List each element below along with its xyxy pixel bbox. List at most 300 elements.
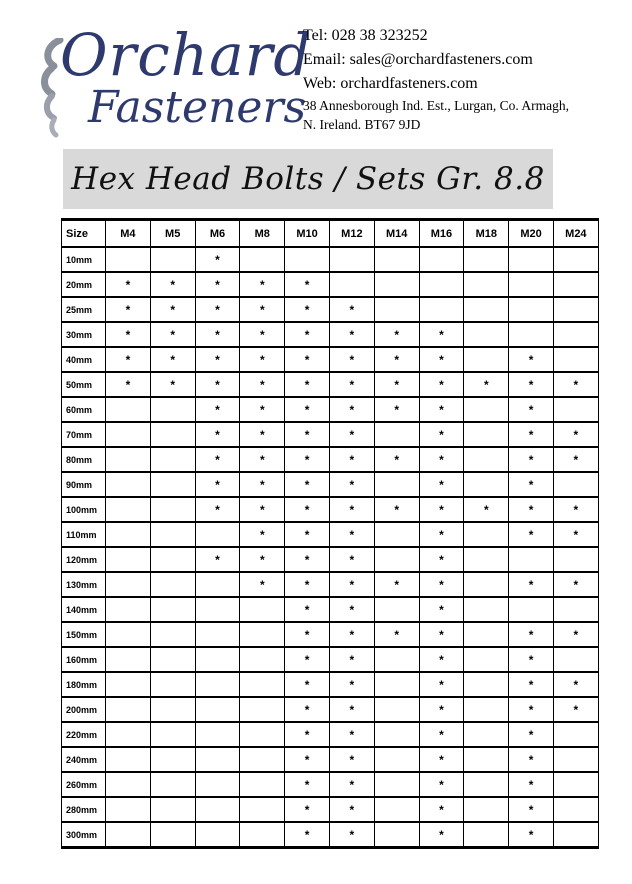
availability-cell: * — [553, 497, 598, 522]
size-cell: 30mm — [62, 322, 106, 347]
availability-cell: * — [509, 522, 554, 547]
availability-cell: * — [509, 572, 554, 597]
column-header: M24 — [553, 220, 598, 248]
size-cell: 10mm — [62, 247, 106, 272]
availability-cell: * — [509, 447, 554, 472]
availability-cell: * — [329, 447, 374, 472]
availability-cell: * — [553, 622, 598, 647]
availability-cell: * — [509, 697, 554, 722]
availability-cell — [374, 472, 419, 497]
availability-cell — [374, 822, 419, 848]
availability-cell — [106, 747, 151, 772]
availability-cell: * — [240, 272, 285, 297]
availability-cell — [240, 647, 285, 672]
availability-cell: * — [509, 347, 554, 372]
availability-cell: * — [509, 472, 554, 497]
availability-cell: * — [419, 747, 464, 772]
table-row — [62, 672, 599, 697]
availability-cell — [106, 622, 151, 647]
availability-cell: * — [419, 522, 464, 547]
availability-cell: * — [553, 522, 598, 547]
availability-cell — [374, 722, 419, 747]
availability-cell: * — [509, 497, 554, 522]
availability-cell: * — [374, 622, 419, 647]
availability-cell: * — [329, 722, 374, 747]
availability-cell — [553, 472, 598, 497]
table-row — [62, 472, 599, 497]
availability-cell — [374, 747, 419, 772]
availability-cell — [374, 697, 419, 722]
availability-cell: * — [553, 447, 598, 472]
availability-cell — [106, 247, 151, 272]
availability-cell: * — [240, 422, 285, 447]
availability-cell — [464, 447, 509, 472]
availability-cell — [150, 522, 195, 547]
availability-cell — [150, 597, 195, 622]
availability-cell: * — [329, 597, 374, 622]
table-row — [62, 772, 599, 797]
availability-cell — [464, 697, 509, 722]
availability-cell: * — [240, 322, 285, 347]
table-row — [62, 647, 599, 672]
availability-cell: * — [150, 372, 195, 397]
page-title: Hex Head Bolts / Sets Gr. 8.8 — [71, 161, 545, 197]
availability-cell — [464, 347, 509, 372]
availability-cell — [553, 347, 598, 372]
size-cell: 160mm — [62, 647, 106, 672]
size-cell: 280mm — [62, 797, 106, 822]
availability-cell — [195, 522, 240, 547]
availability-cell: * — [106, 297, 151, 322]
availability-cell — [374, 522, 419, 547]
availability-cell — [374, 247, 419, 272]
availability-cell — [553, 247, 598, 272]
availability-cell — [150, 397, 195, 422]
availability-cell: * — [150, 297, 195, 322]
availability-cell: * — [419, 572, 464, 597]
availability-cell: * — [285, 747, 330, 772]
availability-cell — [106, 447, 151, 472]
availability-cell — [464, 247, 509, 272]
availability-cell — [195, 697, 240, 722]
column-header: M20 — [509, 220, 554, 248]
contact-address-line2: N. Ireland. BT67 9JD — [303, 117, 421, 132]
availability-cell — [240, 747, 285, 772]
logo-name-line1: Orchard — [60, 21, 312, 89]
availability-cell: * — [240, 347, 285, 372]
availability-cell — [106, 697, 151, 722]
availability-cell — [106, 722, 151, 747]
availability-cell: * — [419, 422, 464, 447]
availability-cell — [329, 272, 374, 297]
availability-cell: * — [509, 672, 554, 697]
availability-cell — [150, 797, 195, 822]
availability-cell — [509, 297, 554, 322]
availability-cell: * — [195, 272, 240, 297]
column-header: M16 — [419, 220, 464, 248]
size-cell: 110mm — [62, 522, 106, 547]
availability-cell: * — [240, 397, 285, 422]
size-column-header: Size — [62, 220, 106, 248]
availability-cell: * — [106, 347, 151, 372]
availability-cell — [553, 647, 598, 672]
availability-cell — [195, 622, 240, 647]
availability-cell: * — [240, 472, 285, 497]
availability-cell: * — [285, 472, 330, 497]
availability-cell: * — [329, 297, 374, 322]
availability-cell — [464, 597, 509, 622]
availability-cell — [553, 547, 598, 572]
availability-cell: * — [285, 547, 330, 572]
availability-cell: * — [553, 372, 598, 397]
table-row — [62, 547, 599, 572]
availability-cell: * — [240, 372, 285, 397]
table-row — [62, 497, 599, 522]
size-cell: 60mm — [62, 397, 106, 422]
size-cell: 240mm — [62, 747, 106, 772]
table-row — [62, 297, 599, 322]
availability-cell: * — [195, 347, 240, 372]
availability-cell: * — [285, 647, 330, 672]
availability-cell — [150, 622, 195, 647]
availability-cell: * — [329, 697, 374, 722]
availability-cell: * — [285, 497, 330, 522]
availability-cell: * — [240, 447, 285, 472]
availability-cell — [509, 272, 554, 297]
availability-cell: * — [509, 797, 554, 822]
availability-cell — [106, 397, 151, 422]
availability-cell — [419, 272, 464, 297]
availability-cell: * — [419, 597, 464, 622]
availability-cell: * — [419, 797, 464, 822]
availability-cell: * — [419, 722, 464, 747]
availability-cell: * — [106, 372, 151, 397]
table-row — [62, 572, 599, 597]
table-row — [62, 797, 599, 822]
contact-email: Email: sales@orchardfasteners.com — [303, 51, 533, 68]
availability-cell: * — [195, 397, 240, 422]
availability-cell: * — [553, 697, 598, 722]
availability-cell — [106, 522, 151, 547]
availability-cell: * — [509, 622, 554, 647]
availability-cell — [374, 422, 419, 447]
table-row — [62, 272, 599, 297]
column-header: M8 — [240, 220, 285, 248]
size-cell: 20mm — [62, 272, 106, 297]
availability-cell — [374, 297, 419, 322]
availability-cell: * — [285, 722, 330, 747]
availability-cell: * — [509, 772, 554, 797]
availability-cell: * — [329, 822, 374, 848]
table-row — [62, 722, 599, 747]
availability-cell — [150, 572, 195, 597]
table-row — [62, 597, 599, 622]
availability-cell: * — [553, 672, 598, 697]
availability-cell — [464, 747, 509, 772]
availability-cell: * — [329, 397, 374, 422]
size-cell: 80mm — [62, 447, 106, 472]
size-cell: 260mm — [62, 772, 106, 797]
availability-cell: * — [553, 422, 598, 447]
availability-cell — [240, 797, 285, 822]
availability-cell — [240, 622, 285, 647]
availability-cell — [240, 672, 285, 697]
size-cell: 180mm — [62, 672, 106, 697]
availability-cell: * — [285, 522, 330, 547]
availability-cell — [195, 597, 240, 622]
availability-cell: * — [285, 622, 330, 647]
availability-cell: * — [419, 547, 464, 572]
availability-cell — [464, 472, 509, 497]
size-cell: 140mm — [62, 597, 106, 622]
availability-cell: * — [240, 522, 285, 547]
table-row — [62, 347, 599, 372]
availability-cell: * — [285, 372, 330, 397]
availability-cell: * — [285, 797, 330, 822]
availability-cell — [374, 797, 419, 822]
availability-cell — [195, 747, 240, 772]
table-row — [62, 697, 599, 722]
size-cell: 130mm — [62, 572, 106, 597]
availability-cell: * — [150, 347, 195, 372]
availability-cell — [464, 547, 509, 572]
availability-cell — [553, 297, 598, 322]
availability-cell: * — [329, 372, 374, 397]
availability-cell — [419, 247, 464, 272]
availability-cell — [553, 272, 598, 297]
availability-cell — [464, 797, 509, 822]
availability-cell: * — [509, 397, 554, 422]
availability-cell: * — [553, 572, 598, 597]
availability-cell — [374, 547, 419, 572]
availability-cell — [464, 272, 509, 297]
table-row — [62, 422, 599, 447]
size-cell: 150mm — [62, 622, 106, 647]
availability-cell: * — [240, 547, 285, 572]
availability-cell — [374, 647, 419, 672]
availability-cell: * — [329, 672, 374, 697]
availability-cell — [150, 772, 195, 797]
size-cell: 50mm — [62, 372, 106, 397]
availability-cell — [240, 597, 285, 622]
availability-cell — [464, 672, 509, 697]
availability-cell — [464, 422, 509, 447]
availability-cell: * — [285, 572, 330, 597]
size-cell: 120mm — [62, 547, 106, 572]
availability-cell: * — [150, 322, 195, 347]
availability-cell — [509, 547, 554, 572]
availability-cell: * — [509, 722, 554, 747]
availability-cell — [150, 722, 195, 747]
availability-cell — [285, 247, 330, 272]
availability-cell — [240, 722, 285, 747]
availability-cell: * — [195, 322, 240, 347]
availability-cell: * — [195, 247, 240, 272]
size-cell: 40mm — [62, 347, 106, 372]
availability-cell: * — [285, 822, 330, 848]
availability-cell — [150, 422, 195, 447]
size-cell: 200mm — [62, 697, 106, 722]
availability-cell — [150, 447, 195, 472]
availability-cell: * — [195, 472, 240, 497]
availability-cell: * — [329, 522, 374, 547]
availability-cell: * — [285, 697, 330, 722]
contact-block — [303, 24, 569, 134]
availability-cell: * — [374, 447, 419, 472]
availability-cell: * — [419, 397, 464, 422]
availability-cell: * — [285, 422, 330, 447]
table-header-row — [62, 220, 599, 248]
availability-cell — [464, 722, 509, 747]
title-banner — [63, 149, 553, 209]
availability-cell — [464, 622, 509, 647]
availability-cell: * — [509, 372, 554, 397]
availability-cell — [240, 247, 285, 272]
availability-cell — [374, 672, 419, 697]
availability-cell: * — [329, 497, 374, 522]
column-header: M12 — [329, 220, 374, 248]
availability-cell — [106, 422, 151, 447]
availability-cell — [106, 497, 151, 522]
availability-cell: * — [106, 322, 151, 347]
availability-cell — [553, 597, 598, 622]
availability-cell: * — [374, 397, 419, 422]
availability-cell: * — [419, 322, 464, 347]
availability-cell: * — [419, 822, 464, 848]
table-row — [62, 622, 599, 647]
availability-cell: * — [374, 572, 419, 597]
availability-cell — [553, 322, 598, 347]
table-row — [62, 372, 599, 397]
column-header: M6 — [195, 220, 240, 248]
availability-cell — [106, 572, 151, 597]
column-header: M18 — [464, 220, 509, 248]
availability-cell — [509, 322, 554, 347]
availability-cell — [150, 697, 195, 722]
availability-cell: * — [329, 547, 374, 572]
availability-cell: * — [419, 622, 464, 647]
availability-cell: * — [329, 797, 374, 822]
availability-cell: * — [150, 272, 195, 297]
availability-cell — [464, 572, 509, 597]
availability-cell: * — [374, 372, 419, 397]
table-row — [62, 397, 599, 422]
availability-cell: * — [329, 622, 374, 647]
availability-cell: * — [329, 322, 374, 347]
availability-cell: * — [419, 347, 464, 372]
availability-cell: * — [419, 647, 464, 672]
availability-cell: * — [419, 447, 464, 472]
availability-cell — [195, 572, 240, 597]
availability-cell — [150, 647, 195, 672]
availability-cell — [106, 822, 151, 848]
availability-cell: * — [285, 322, 330, 347]
availability-cell: * — [329, 347, 374, 372]
availability-cell — [509, 597, 554, 622]
availability-cell — [464, 647, 509, 672]
availability-cell: * — [195, 547, 240, 572]
availability-cell — [150, 472, 195, 497]
table-body — [62, 247, 599, 848]
availability-cell — [106, 547, 151, 572]
availability-cell: * — [419, 472, 464, 497]
availability-cell — [150, 497, 195, 522]
availability-cell — [150, 247, 195, 272]
availability-cell — [150, 822, 195, 848]
availability-cell: * — [329, 572, 374, 597]
availability-cell — [329, 247, 374, 272]
column-header: M5 — [150, 220, 195, 248]
availability-cell — [464, 397, 509, 422]
availability-cell: * — [329, 472, 374, 497]
size-cell: 220mm — [62, 722, 106, 747]
company-logo — [40, 21, 312, 138]
availability-cell: * — [464, 372, 509, 397]
availability-cell: * — [329, 747, 374, 772]
availability-cell — [374, 597, 419, 622]
availability-cell — [106, 797, 151, 822]
availability-cell — [553, 772, 598, 797]
availability-cell: * — [464, 497, 509, 522]
column-header: M14 — [374, 220, 419, 248]
availability-cell — [240, 772, 285, 797]
size-cell: 90mm — [62, 472, 106, 497]
availability-cell — [374, 772, 419, 797]
availability-cell: * — [285, 772, 330, 797]
availability-cell: * — [509, 822, 554, 848]
availability-cell — [464, 772, 509, 797]
table-row — [62, 322, 599, 347]
availability-cell — [195, 722, 240, 747]
availability-cell: * — [195, 372, 240, 397]
availability-cell — [150, 672, 195, 697]
table-row — [62, 247, 599, 272]
availability-table — [61, 218, 599, 849]
availability-cell — [464, 322, 509, 347]
availability-cell — [106, 597, 151, 622]
availability-cell — [195, 797, 240, 822]
table-row — [62, 747, 599, 772]
availability-cell: * — [329, 422, 374, 447]
availability-cell: * — [240, 497, 285, 522]
availability-cell: * — [106, 272, 151, 297]
availability-cell — [419, 297, 464, 322]
availability-cell: * — [419, 497, 464, 522]
availability-cell — [553, 747, 598, 772]
availability-cell: * — [509, 647, 554, 672]
availability-cell — [464, 822, 509, 848]
availability-cell: * — [329, 647, 374, 672]
size-cell: 70mm — [62, 422, 106, 447]
availability-cell: * — [285, 672, 330, 697]
availability-cell — [106, 647, 151, 672]
availability-cell — [106, 672, 151, 697]
availability-cell: * — [285, 272, 330, 297]
availability-cell: * — [419, 772, 464, 797]
table-row — [62, 522, 599, 547]
availability-cell — [240, 697, 285, 722]
table-row — [62, 447, 599, 472]
contact-address-line1: 38 Annesborough Ind. Est., Lurgan, Co. Armagh, — [303, 98, 569, 113]
availability-cell: * — [509, 747, 554, 772]
availability-cell: * — [285, 447, 330, 472]
contact-tel: Tel: 028 38 323252 — [303, 27, 428, 44]
availability-cell: * — [419, 672, 464, 697]
size-cell: 300mm — [62, 822, 106, 848]
availability-cell: * — [419, 697, 464, 722]
availability-cell: * — [240, 297, 285, 322]
availability-cell: * — [374, 347, 419, 372]
